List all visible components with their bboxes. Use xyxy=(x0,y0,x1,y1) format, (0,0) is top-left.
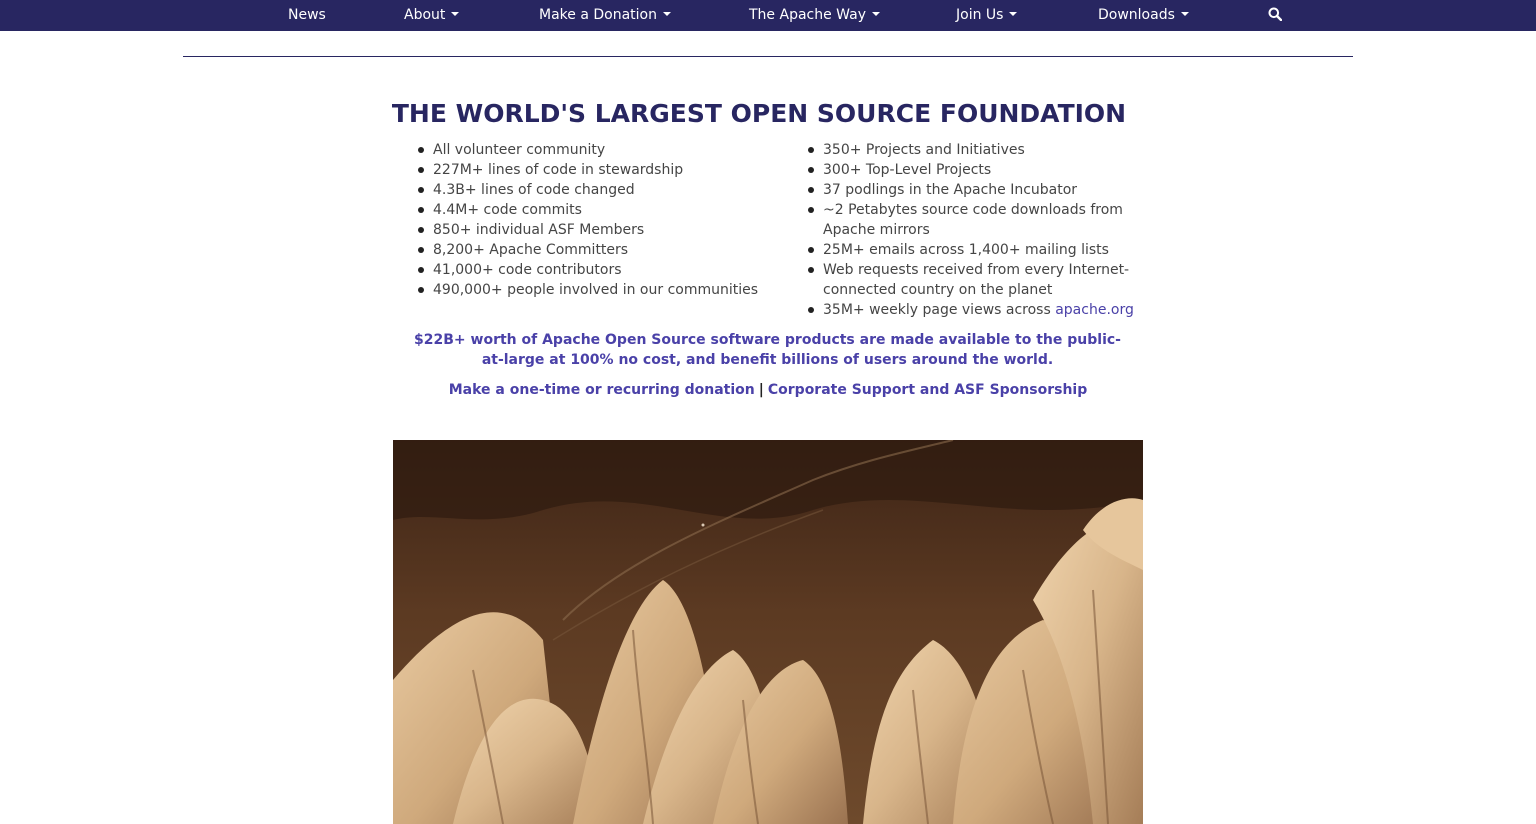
nav-about[interactable] xyxy=(404,7,459,23)
search-icon[interactable] xyxy=(1268,7,1282,21)
list-item: ~2 Petabytes source code downloads from Apache mirrors xyxy=(823,200,1143,240)
nav-news[interactable] xyxy=(288,7,326,23)
nav-the-apache-way[interactable] xyxy=(749,7,880,23)
nav-donation-label: Make a Donation xyxy=(539,7,657,23)
caret-down-icon xyxy=(451,12,459,16)
stats-list-left xyxy=(433,140,773,300)
top-navbar xyxy=(0,0,1536,31)
stats-list-right xyxy=(823,140,1143,320)
header-divider xyxy=(183,56,1353,57)
caret-down-icon xyxy=(1181,12,1189,16)
list-item: 300+ Top-Level Projects xyxy=(823,160,1143,180)
nav-join-us-label: Join Us xyxy=(956,7,1004,23)
nav-about-label: About xyxy=(404,7,446,23)
link-separator: | xyxy=(758,382,764,398)
nav-news-label: News xyxy=(288,7,326,23)
nav-downloads[interactable] xyxy=(1098,7,1189,23)
caret-down-icon xyxy=(872,12,880,16)
value-tagline: $22B+ worth of Apache Open Source software products are made available to the public-at-large at 100% no cost, and benefit billions of users around the world. xyxy=(414,332,1121,368)
nav-apache-way-label: The Apache Way xyxy=(749,7,866,23)
nav-downloads-label: Downloads xyxy=(1098,7,1175,23)
page-title: THE WORLD'S LARGEST OPEN SOURCE FOUNDATION xyxy=(391,99,1127,128)
list-item: 4.3B+ lines of code changed xyxy=(433,180,773,200)
page-views-text: 35M+ weekly page views across xyxy=(823,302,1056,318)
list-item: 4.4M+ code commits xyxy=(433,200,773,220)
list-item: 8,200+ Apache Committers xyxy=(433,240,773,260)
nav-make-a-donation[interactable] xyxy=(539,7,671,23)
nav-join-us[interactable] xyxy=(956,7,1017,23)
list-item: 37 podlings in the Apache Incubator xyxy=(823,180,1143,200)
donation-links-row xyxy=(0,380,1536,400)
list-item: 490,000+ people involved in our communities xyxy=(433,280,773,300)
list-item: 350+ Projects and Initiatives xyxy=(823,140,1143,160)
list-item: 227M+ lines of code in stewardship xyxy=(433,160,773,180)
caret-down-icon xyxy=(1009,12,1017,16)
list-item-page-views xyxy=(823,300,1143,320)
list-item: All volunteer community xyxy=(433,140,773,160)
caret-down-icon xyxy=(663,12,671,16)
list-item: 25M+ emails across 1,400+ mailing lists xyxy=(823,240,1143,260)
sponsorship-link[interactable]: Corporate Support and ASF Sponsorship xyxy=(767,382,1088,398)
apache-org-link[interactable]: apache.org xyxy=(1055,302,1134,318)
donate-link[interactable]: Make a one-time or recurring donation xyxy=(448,382,755,398)
hero-rock-landscape-image xyxy=(393,440,1143,824)
list-item: 850+ individual ASF Members xyxy=(433,220,773,240)
list-item: Web requests received from every Internet-connected country on the planet xyxy=(823,260,1143,300)
list-item: 41,000+ code contributors xyxy=(433,260,773,280)
